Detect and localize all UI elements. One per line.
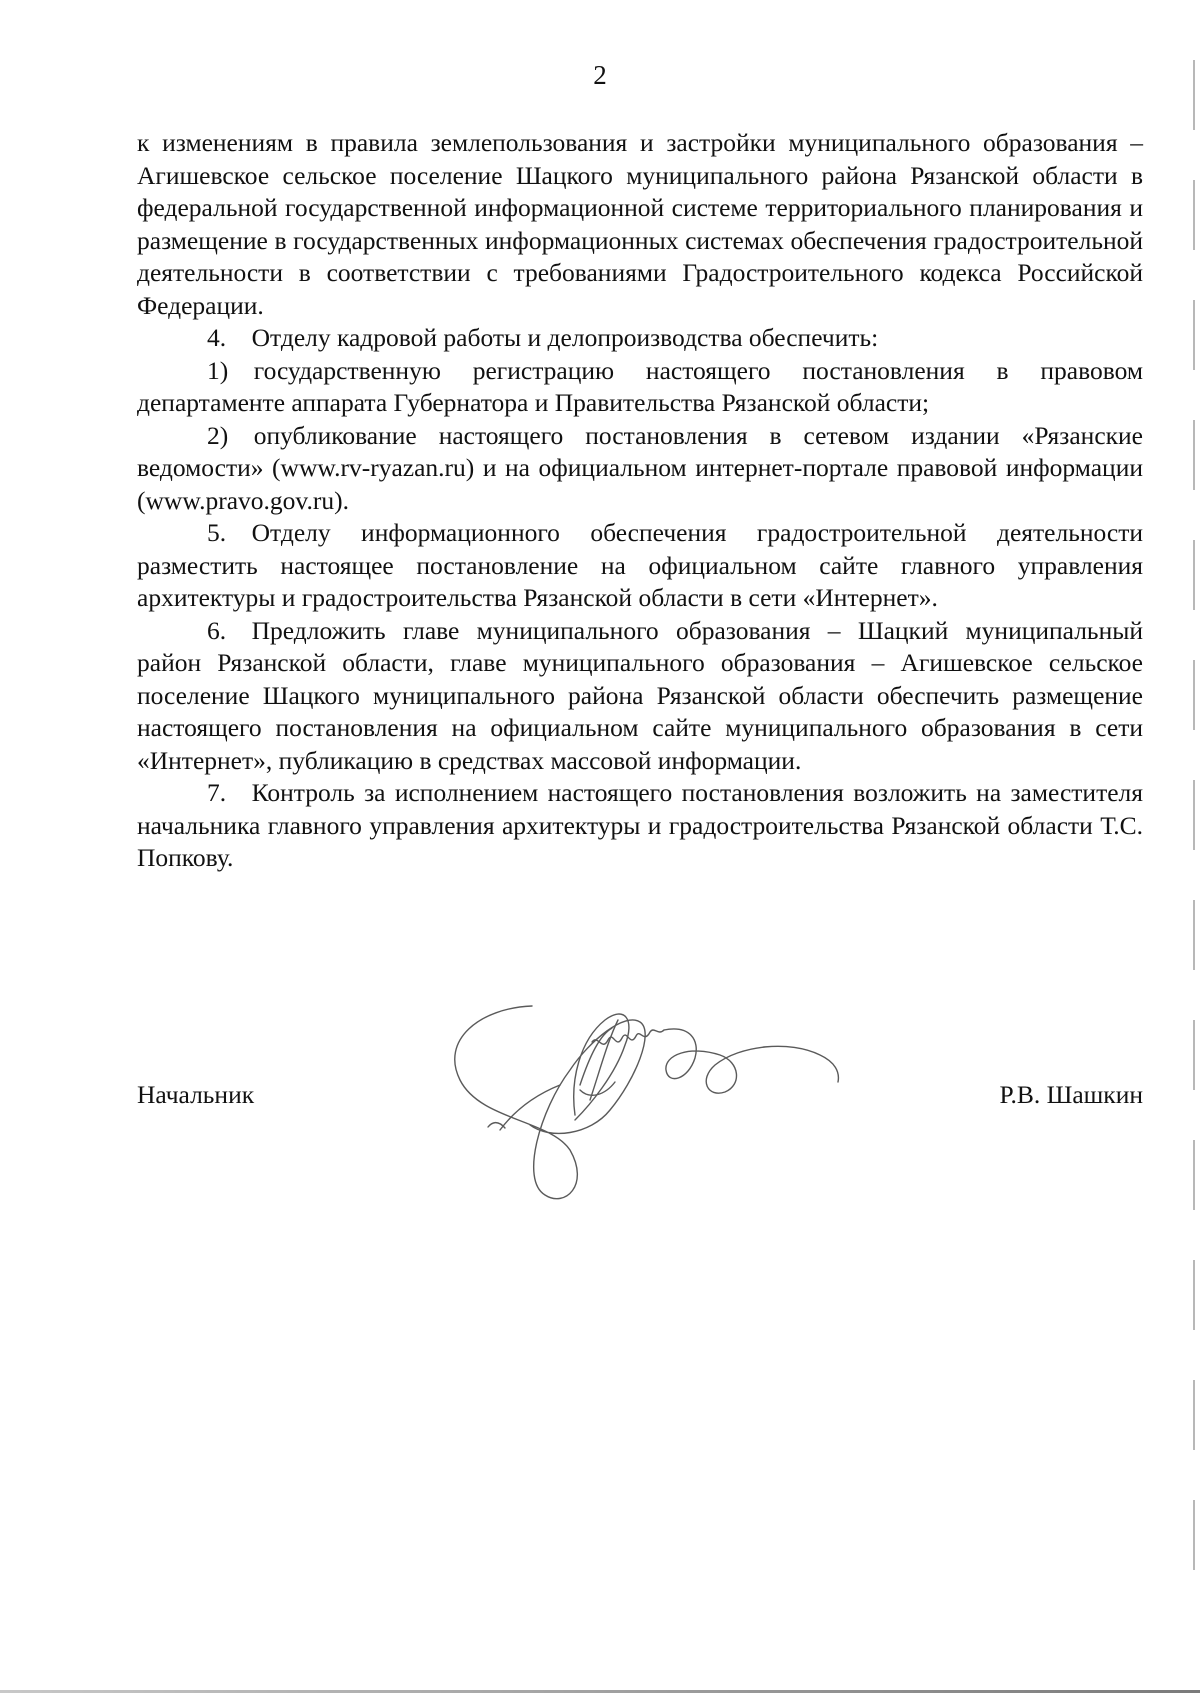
paragraph-item-4: 4. Отделу кадровой работы и делопроизводства обеспечить: [207,323,879,352]
document-body [137,127,1143,875]
paragraph-subitem-2: 2) опубликование настоящего постановления в сетевом издании «Рязанские ведомости» (www.rv-ryazan.ru) и на официальном интернет-портале правовой информации (www.pravo.gov.ru). [137,420,1143,515]
handwritten-signature-icon [440,1000,860,1210]
paragraph-item-6: 6. Предложить главе муниципального образования – Шацкий муниципальный район Рязанской области, главе муниципального образования – Агишевское сельское поселение Шацкого муниципального района Рязанской области обеспечить размещение настоящего постановления на официальном сайте муниципального образования в сети «Интернет», публикацию в средствах массовой информации. [137,615,1143,775]
paragraph-continuation: к изменениям в правила землепользования и застройки муниципального образования – Агишевское сельское поселение Шацкого муниципального района Рязанской области в федеральной государственной информационной системе территориального планирования и размещение в государственных информационных системах обеспечения градостроительной деятельности в соответствии с требованиями Градостроительного кодекса Российской Федерации. [137,128,1143,320]
scan-edge-right [1193,60,1195,1600]
paragraph-item-7: 7. Контроль за исполнением настоящего постановления возложить на заместителя начальника главного управления архитектуры и градостроительства Рязанской области Т.С. Попкову. [137,778,1143,872]
paragraph-item-5: 5. Отделу информационного обеспечения градостроительной деятельности разместить настоящее постановление на официальном сайте главного управления архитектуры и градостроительства Рязанской области в сети «Интернет». [137,518,1143,612]
scan-edge-bottom [0,1690,1200,1693]
paragraph-subitem-1: 1) государственную регистрацию настоящего постановления в правовом департаменте аппарата Губернатора и Правительства Рязанской области; [137,355,1143,417]
signatory-title: Начальник [137,1080,255,1109]
signatory-name: Р.В. Шашкин [999,1080,1143,1109]
page-number: 2 [593,60,607,90]
